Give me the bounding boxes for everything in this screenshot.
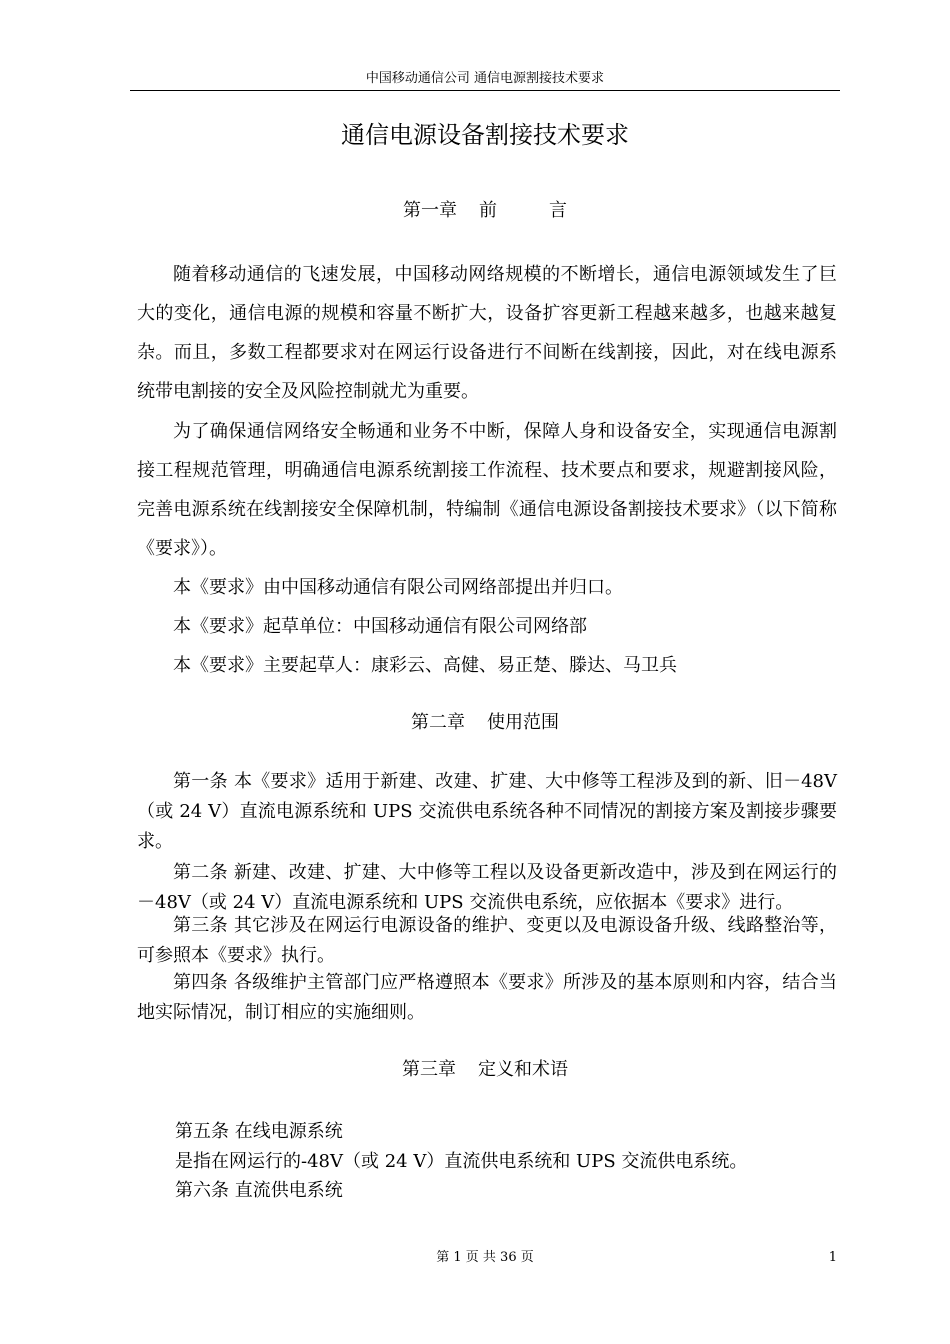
- article-3: 第三条 其它涉及在网运行电源设备的维护、变更以及电源设备升级、线路整治等，可参照本《要求》执行。: [137, 915, 837, 966]
- chapter-2-number: 第二章: [411, 712, 465, 733]
- chapter-2-title: 使用范围: [487, 712, 559, 733]
- chapter-3-heading: [130, 1058, 840, 1082]
- article-1: 第一条 本《要求》适用于新建、改建、扩建、大中修等工程涉及到的新、旧－48V（或 24 V）直流电源系统和 UPS 交流供电系统各种不同情况的割接方案及割接步骤要求。: [137, 771, 837, 852]
- chapter-1-paragraph-5: 本《要求》主要起草人：康彩云、高健、易正楚、滕达、马卫兵: [173, 655, 677, 676]
- chapter-1-paragraph-3: 本《要求》由中国移动通信有限公司网络部提出并归口。: [173, 577, 623, 598]
- running-header: 中国移动通信公司 通信电源割接技术要求: [365, 71, 605, 86]
- chapter-1-paragraph-4: 本《要求》起草单位：中国移动通信有限公司网络部: [173, 616, 587, 637]
- chapter-1-heading: [130, 199, 840, 223]
- chapter-1-paragraph-2: 为了确保通信网络安全畅通和业务不中断，保障人身和设备安全，实现通信电源割接工程规范管理，明确通信电源系统割接工作流程、技术要点和要求，规避割接风险，完善电源系统在线割接安全保障机制，特编制《通信电源设备割接技术要求》（以下简称《要求》）。: [137, 421, 837, 559]
- article-5-definition: 是指在网运行的-48V（或 24 V）直流供电系统和 UPS 交流供电系统。: [175, 1151, 748, 1172]
- chapter-1-paragraph-1: 随着移动通信的飞速发展，中国移动网络规模的不断增长，通信电源领域发生了巨大的变化，通信电源的规模和容量不断扩大，设备扩容更新工程越来越多，也越来越复杂。而且，多数工程都要求对在网运行设备进行不间断在线割接，因此，对在线电源系统带电割接的安全及风险控制就尤为重要。: [137, 264, 837, 402]
- chapter-2-heading: [130, 711, 840, 735]
- chapter-1-number: 第一章: [403, 200, 457, 221]
- chapter-1-title-first: 前: [479, 200, 497, 221]
- article-2: 第二条 新建、改建、扩建、大中修等工程以及设备更新改造中，涉及到在网运行的－48V（或 24 V）直流电源系统和 UPS 交流供电系统，应依据本《要求》进行。: [137, 862, 837, 913]
- page-number: 1: [828, 1250, 837, 1265]
- article-6-heading: 第六条 直流供电系统: [175, 1180, 343, 1201]
- article-5-heading: 第五条 在线电源系统: [175, 1121, 343, 1142]
- page-indicator: 第 1 页 共 36 页: [436, 1250, 534, 1265]
- chapter-3-number: 第三章: [402, 1059, 456, 1080]
- document-title: 通信电源设备割接技术要求: [341, 121, 629, 149]
- header-rule: [130, 90, 840, 91]
- article-4: 第四条 各级维护主管部门应严格遵照本《要求》所涉及的基本原则和内容，结合当地实际情况，制订相应的实施细则。: [137, 972, 837, 1023]
- chapter-3-title: 定义和术语: [478, 1059, 568, 1080]
- chapter-1-title-second: 言: [549, 200, 567, 221]
